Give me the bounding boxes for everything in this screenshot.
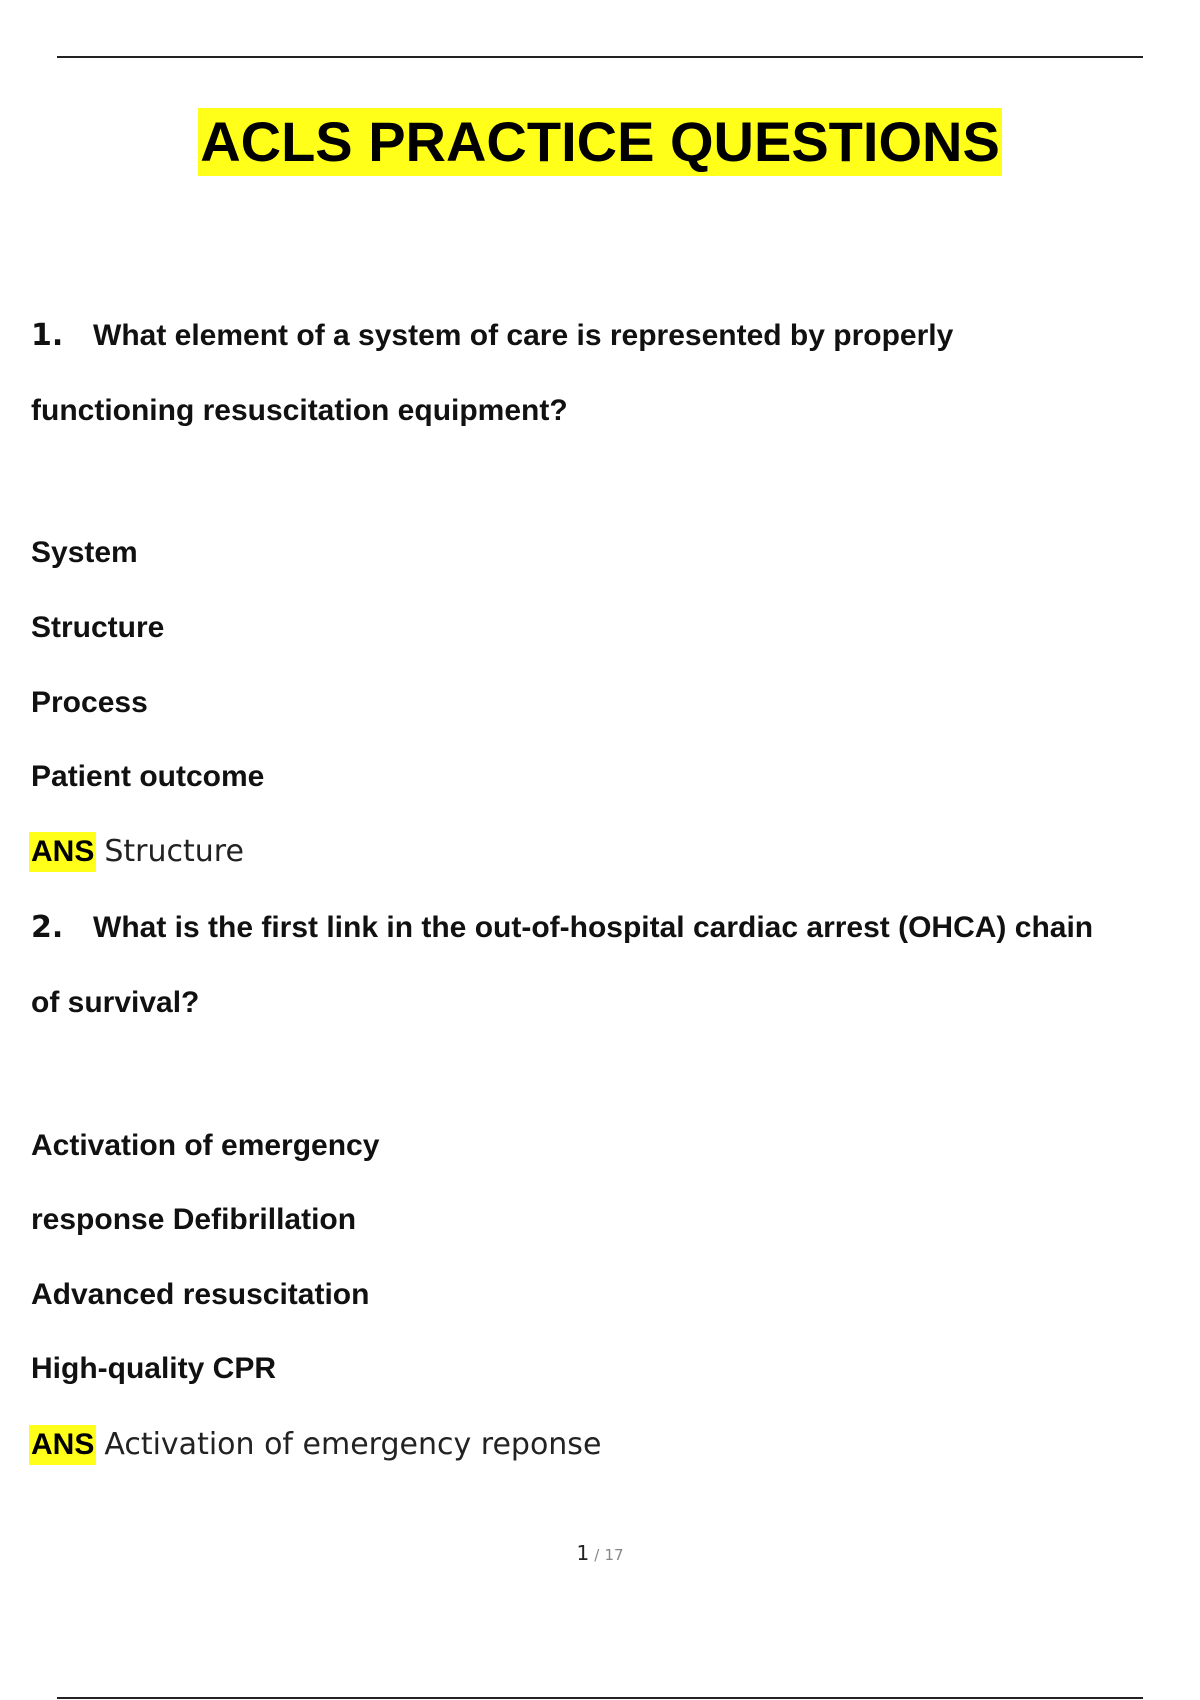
question-1-option-2: Structure <box>31 611 165 644</box>
question-1-option-3: Process <box>31 686 148 719</box>
question-1-answer-text: Structure <box>104 834 244 869</box>
title-container <box>0 108 1200 176</box>
document-title: ACLS PRACTICE QUESTIONS <box>198 108 1002 176</box>
question-2-option-1: Activation of emergency <box>31 1129 380 1162</box>
question-1-answer <box>31 832 244 872</box>
bottom-rule <box>57 1697 1143 1699</box>
question-2-answer-text: Activation of emergency reponse <box>104 1427 602 1462</box>
question-1-prompt-line-1 <box>31 316 953 356</box>
question-2-prompt-line-1 <box>31 908 1093 948</box>
page-indicator <box>0 1541 1200 1565</box>
question-2-option-3: Advanced resuscitation <box>31 1278 370 1311</box>
page-total: 17 <box>604 1546 624 1564</box>
top-rule <box>57 56 1143 58</box>
question-2-option-4: High-quality CPR <box>31 1352 276 1385</box>
question-2-prompt-text-1: What is the first link in the out-of-hospital cardiac arrest (OHCA) chain <box>93 911 1094 944</box>
question-2-option-2: response Defibrillation <box>31 1203 357 1236</box>
question-2-prompt-line-2: of survival? <box>31 986 200 1019</box>
question-1-option-4: Patient outcome <box>31 760 265 793</box>
question-1-prompt-text-1: What element of a system of care is represented by properly <box>93 319 954 352</box>
question-1-answer-label: ANS <box>29 832 96 872</box>
question-1-option-1: System <box>31 536 138 569</box>
question-2-answer <box>31 1425 601 1465</box>
question-1-number: 1. <box>31 318 64 353</box>
page-separator: / <box>594 1546 600 1564</box>
page-current: 1 <box>576 1541 590 1565</box>
question-2-answer-label: ANS <box>29 1425 96 1465</box>
question-1-prompt-line-2: functioning resuscitation equipment? <box>31 394 568 427</box>
question-2-number: 2. <box>31 910 64 945</box>
